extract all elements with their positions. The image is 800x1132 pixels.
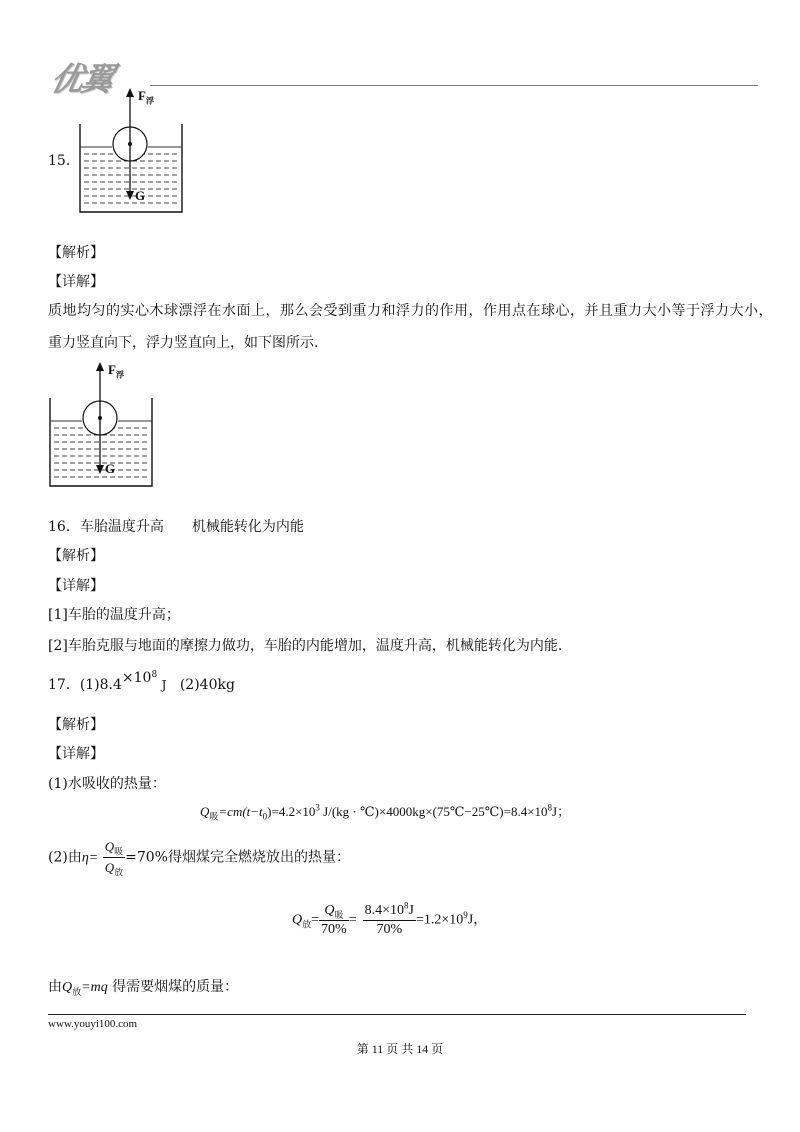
- logo: 优翼: [47, 60, 116, 98]
- efficiency-fraction: $\frac{Q_吸}{Q_放}$: [104, 839, 124, 878]
- q15-text-2: 重力竖直向下，浮力竖直向上，如下图所示.: [48, 335, 319, 351]
- q15-fig1-g-label: G: [135, 188, 146, 203]
- header-rule: [150, 85, 758, 86]
- q15-fig2-g-label: G: [105, 461, 116, 476]
- q17-step3: 由$Q_放=mq$ 得需要烟煤的质量：: [48, 979, 239, 998]
- q15-detail: 【详解】: [48, 274, 104, 290]
- q17-analysis: 【解析】: [48, 717, 104, 733]
- q15-figure-1: [76, 86, 188, 216]
- q17-detail: 【详解】: [48, 746, 104, 762]
- q15-text-1: 质地均匀的实心木球漂浮在水面上，那么会受到重力和浮力的作用，作用点在球心，并且重力大小等于浮力大小，: [48, 303, 773, 319]
- fraction-2: $\frac{8.4\times 10^8J}{70\%}$: [364, 900, 414, 937]
- q15-analysis: 【解析】: [48, 245, 104, 261]
- footer-rule: [48, 1014, 746, 1015]
- q16-line-2: [2]车胎克服与地面的摩擦力做功，车胎的内能增加，温度升高，机械能转化为内能.: [48, 638, 563, 654]
- q16-detail: 【详解】: [48, 578, 104, 594]
- q15-fig1-f-label: $F_浮$: [138, 88, 154, 106]
- q15-number: 15．: [48, 153, 80, 169]
- fraction-1: $\frac{Q_吸}{70\%}$: [321, 903, 347, 937]
- q16-analysis: 【解析】: [48, 548, 104, 564]
- q17-answer: 17．$(1)8.4\times 10^8$ J (2)40kg: [48, 670, 235, 693]
- q16-line-1: [1]车胎的温度升高；: [48, 607, 180, 623]
- q17-step2: (2)由η= $\frac{Q_吸}{Q_放}$ =70%得烟煤完全燃烧放出的热量：: [48, 839, 350, 878]
- q17-equation-2: $Q_放=$ $\frac{Q_吸}{70\%}$ = $\frac{8.4\times 10^8J}{70\%}$ $=1.2\times 10^9J$，: [292, 900, 488, 937]
- footer-page-number: 第 11 页 共 14 页: [356, 1042, 444, 1056]
- q17-step1-label: (1)水吸收的热量：: [48, 776, 166, 792]
- q15-figure-2: [46, 360, 158, 490]
- q16-answer: 16．车胎温度升高 机械能转化为内能: [48, 519, 304, 535]
- footer-url: www.youyi100.com: [48, 1018, 138, 1030]
- q15-fig2-f-label: $F_浮$: [108, 362, 124, 380]
- q17-equation-1: $Q_吸=cm(t-t_0)=4.2\times 10^3$ $J/(kg \cdot ℃)\times 4000kg\times(75℃-25℃)=8.4\times 10^8J$；: [200, 802, 571, 822]
